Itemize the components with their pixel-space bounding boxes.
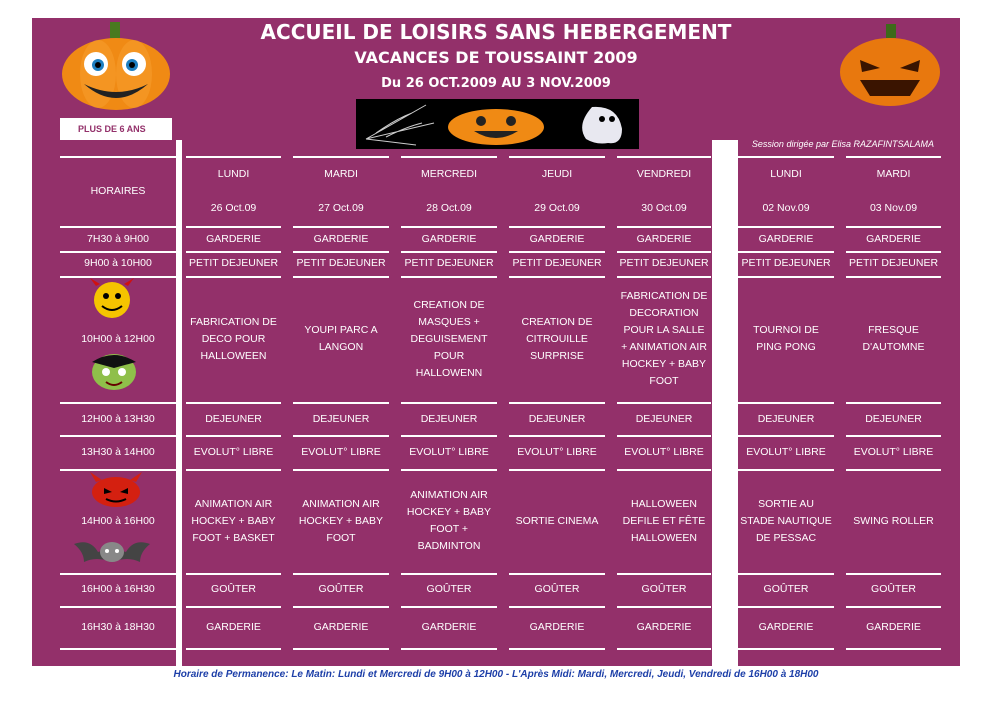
activity-cell: EVOLUT° LIBRE <box>409 445 489 458</box>
row-divider <box>738 648 834 650</box>
activity-cell: GARDERIE <box>529 620 585 633</box>
activity-cell: GARDERIE <box>636 620 692 633</box>
activity-cell: PETIT DEJEUNER <box>188 256 279 269</box>
time-slot: 13H30 à 14H00 <box>81 445 155 458</box>
activity-cell: DEJEUNER <box>205 412 262 425</box>
activity-cell: HALLOWEEN DEFILE ET FÊTE HALLOWEEN <box>622 497 706 544</box>
activity-cell: GOÛTER <box>641 582 687 595</box>
day-date: 29 Oct.09 <box>534 201 580 214</box>
activity-cell: EVOLUT° LIBRE <box>746 445 826 458</box>
activity-cell: GOÛTER <box>871 582 916 595</box>
date-range: Du 26 OCT.2009 AU 3 NOV.2009 <box>381 76 611 91</box>
activity-cell: EVOLUT° LIBRE <box>853 445 934 458</box>
row-divider <box>509 648 605 650</box>
activity-cell: GARDERIE <box>758 620 814 633</box>
pumpkin-happy-icon <box>58 20 174 112</box>
day-date: 26 Oct.09 <box>210 201 257 214</box>
activity-cell: FABRICATION DE DECORATION POUR LA SALLE + ANIMATION AIR HOCKEY + BABY FOOT <box>620 290 708 387</box>
time-slot: 16H30 à 18H30 <box>81 620 155 633</box>
age-group-label: PLUS DE 6 ANS <box>60 118 172 140</box>
activity-cell: GOÛTER <box>426 582 472 595</box>
row-divider <box>617 648 711 650</box>
activity-cell: SORTIE AU STADE NAUTIQUE DE PESSAC <box>740 497 832 544</box>
activity-cell: GOÛTER <box>534 582 580 595</box>
day-date: 03 Nov.09 <box>869 201 918 214</box>
activity-cell: PETIT DEJEUNER <box>741 256 831 269</box>
activity-cell: PETIT DEJEUNER <box>296 256 386 269</box>
activity-cell: DEJEUNER <box>865 412 922 425</box>
activity-cell: PETIT DEJEUNER <box>848 256 939 269</box>
horaires-header: HORAIRES <box>90 184 146 197</box>
activity-cell: GARDERIE <box>421 620 477 633</box>
activity-cell: DEJEUNER <box>420 412 478 425</box>
spider-web-icon <box>356 99 639 149</box>
day-name: LUNDI <box>217 167 250 180</box>
column-divider <box>176 140 182 666</box>
row-divider <box>846 648 941 650</box>
day-name: JEUDI <box>541 167 573 180</box>
activity-cell: DEJEUNER <box>528 412 586 425</box>
time-slot: 12H00 à 13H30 <box>81 412 155 425</box>
activity-cell: EVOLUT° LIBRE <box>301 445 381 458</box>
row-divider <box>293 648 389 650</box>
row-divider <box>60 648 176 650</box>
activity-cell: GARDERIE <box>206 232 261 245</box>
activity-cell: GARDERIE <box>206 620 261 633</box>
activity-cell: PETIT DEJEUNER <box>512 256 602 269</box>
activity-cell: CREATION DE CITROUILLE SURPRISE <box>521 315 593 362</box>
session-director: Session dirigée par Elisa RAZAFINTSALAMA <box>751 139 934 149</box>
activity-cell: GARDERIE <box>866 232 921 245</box>
day-date: 30 Oct.09 <box>641 201 687 214</box>
activity-cell: GARDERIE <box>636 232 692 245</box>
time-slot: 9H00 à 10H00 <box>84 256 152 269</box>
day-date: 28 Oct.09 <box>426 201 472 214</box>
time-slot: 7H30 à 9H00 <box>87 232 149 245</box>
activity-cell: FABRICATION DE DECO POUR HALLOWEEN <box>190 315 277 362</box>
activity-cell: GOÛTER <box>318 582 364 595</box>
day-date: 27 Oct.09 <box>318 201 364 214</box>
activity-cell: GARDERIE <box>313 232 369 245</box>
pumpkin-evil-icon <box>836 22 944 108</box>
activity-cell: GARDERIE <box>313 620 369 633</box>
activity-cell: GOÛTER <box>211 582 256 595</box>
activity-cell: CREATION DE MASQUES + DEGUISEMENT POUR HALLOWENN <box>410 298 488 379</box>
activity-cell: DEJEUNER <box>312 412 370 425</box>
activity-cell: DEJEUNER <box>635 412 693 425</box>
activity-cell: ANIMATION AIR HOCKEY + BABY FOOT <box>298 497 384 544</box>
red-devil-icon <box>76 472 156 508</box>
activity-cell: YOUPI PARC A LANGON <box>304 324 378 353</box>
activity-cell: GARDERIE <box>421 232 477 245</box>
activity-cell: FRESQUE D'AUTOMNE <box>862 324 925 353</box>
activity-cell: SORTIE CINEMA <box>515 514 599 527</box>
bat-icon <box>70 534 154 568</box>
devil-smiley-icon <box>70 278 156 320</box>
page-subtitle: VACANCES DE TOUSSAINT 2009 <box>354 48 638 67</box>
activity-cell: EVOLUT° LIBRE <box>193 445 274 458</box>
halloween-banner <box>356 99 639 149</box>
activity-cell: PETIT DEJEUNER <box>404 256 494 269</box>
activity-cell: SWING ROLLER <box>853 514 934 527</box>
activity-cell: GARDERIE <box>529 232 585 245</box>
page-title: ACCUEIL DE LOISIRS SANS HEBERGEMENT <box>260 20 732 44</box>
column-divider <box>712 140 738 666</box>
activity-cell: GARDERIE <box>866 620 921 633</box>
activity-cell: EVOLUT° LIBRE <box>624 445 704 458</box>
day-date: 02 Nov.09 <box>762 201 810 214</box>
day-name: MERCREDI <box>420 167 477 180</box>
row-divider <box>401 648 497 650</box>
activity-cell: TOURNOI DE PING PONG <box>753 324 819 353</box>
permanence-footer: Horaire de Permanence: Le Matin: Lundi et Mercredi de 9H00 à 12H00 - L'Après Midi: Mardi, Mercredi, Jeudi, Vendredi de 16H00 à 18H00 <box>173 669 819 680</box>
day-name: MARDI <box>324 167 358 180</box>
time-slot: 16H00 à 16H30 <box>81 582 155 595</box>
activity-cell: GOÛTER <box>763 582 809 595</box>
activity-cell: ANIMATION AIR HOCKEY + BABY FOOT + BASKET <box>191 497 276 544</box>
row-divider <box>186 648 281 650</box>
day-name: MARDI <box>876 167 911 180</box>
activity-cell: ANIMATION AIR HOCKEY + BABY FOOT + BADMINTON <box>406 489 492 552</box>
vampire-icon <box>74 348 156 392</box>
time-slot: 14H00 à 16H00 <box>81 514 155 527</box>
activity-cell: DEJEUNER <box>757 412 815 425</box>
time-slot: 10H00 à 12H00 <box>81 332 155 345</box>
activity-cell: GARDERIE <box>758 232 814 245</box>
day-name: LUNDI <box>770 167 802 180</box>
activity-cell: EVOLUT° LIBRE <box>517 445 597 458</box>
activity-cell: PETIT DEJEUNER <box>619 256 709 269</box>
day-name: VENDREDI <box>636 167 692 180</box>
